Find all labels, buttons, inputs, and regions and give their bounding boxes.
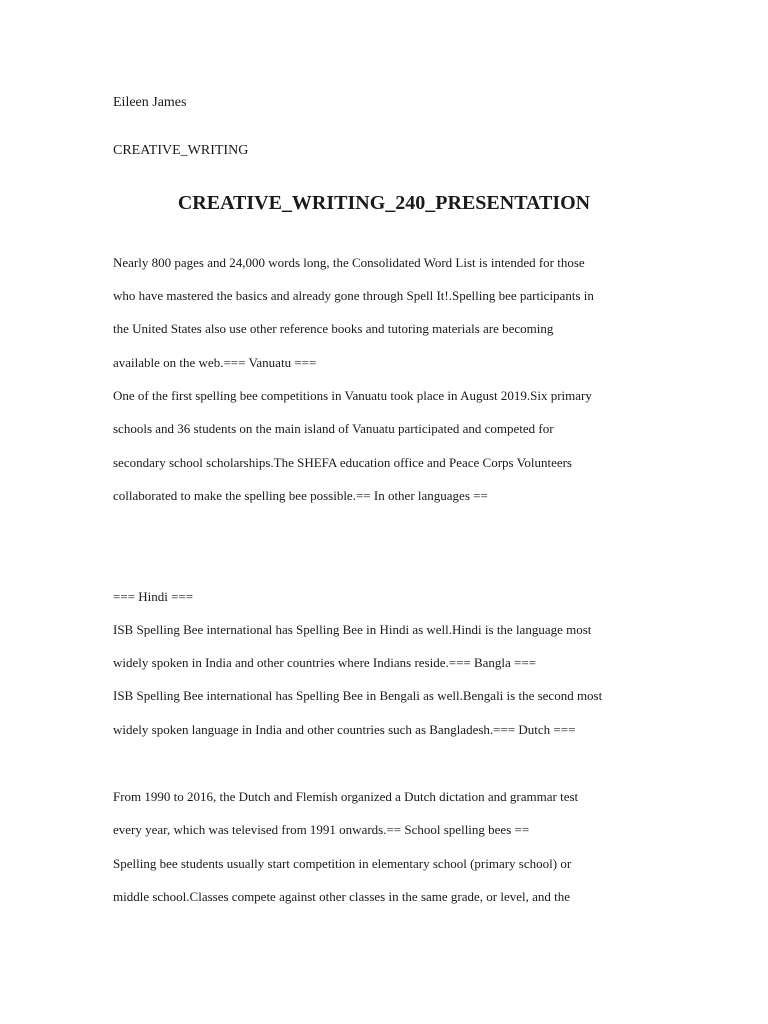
body-line: ISB Spelling Bee international has Spelling Bee in Hindi as well.Hindi is the language most bbox=[113, 622, 592, 637]
body-line: collaborated to make the spelling bee possible.== In other languages == bbox=[113, 488, 488, 503]
author-name: Eileen James bbox=[113, 95, 187, 110]
body-line: who have mastered the basics and already gone through Spell It!.Spelling bee participants in bbox=[113, 288, 594, 303]
body-line: One of the first spelling bee competitions in Vanuatu took place in August 2019.Six primary bbox=[113, 388, 592, 403]
body-line: Nearly 800 pages and 24,000 words long, the Consolidated Word List is intended for those bbox=[113, 255, 585, 270]
body-line: every year, which was televised from 1991 onwards.== School spelling bees == bbox=[113, 822, 530, 837]
body-line: Spelling bee students usually start competition in elementary school (primary school) or bbox=[113, 856, 572, 871]
body-line: secondary school scholarships.The SHEFA education office and Peace Corps Volunteers bbox=[113, 455, 572, 470]
body-line: schools and 36 students on the main island of Vanuatu participated and competed for bbox=[113, 421, 554, 436]
document-title: CREATIVE_WRITING_240_PRESENTATION bbox=[177, 192, 591, 214]
body-line: ISB Spelling Bee international has Spelling Bee in Bengali as well.Bengali is the second most bbox=[113, 688, 603, 703]
body-line: the United States also use other reference books and tutoring materials are becoming bbox=[113, 321, 554, 336]
body-line: widely spoken in India and other countries where Indians reside.=== Bangla === bbox=[113, 655, 537, 670]
section-heading-hindi: === Hindi === bbox=[113, 589, 194, 604]
body-line: middle school.Classes compete against other classes in the same grade, or level, and the bbox=[113, 889, 571, 904]
body-line: available on the web.=== Vanuatu === bbox=[113, 355, 317, 370]
course-name: CREATIVE_WRITING bbox=[113, 143, 249, 158]
body-line: From 1990 to 2016, the Dutch and Flemish organized a Dutch dictation and grammar test bbox=[113, 789, 579, 804]
body-line: widely spoken language in India and other countries such as Bangladesh.=== Dutch === bbox=[113, 722, 576, 737]
